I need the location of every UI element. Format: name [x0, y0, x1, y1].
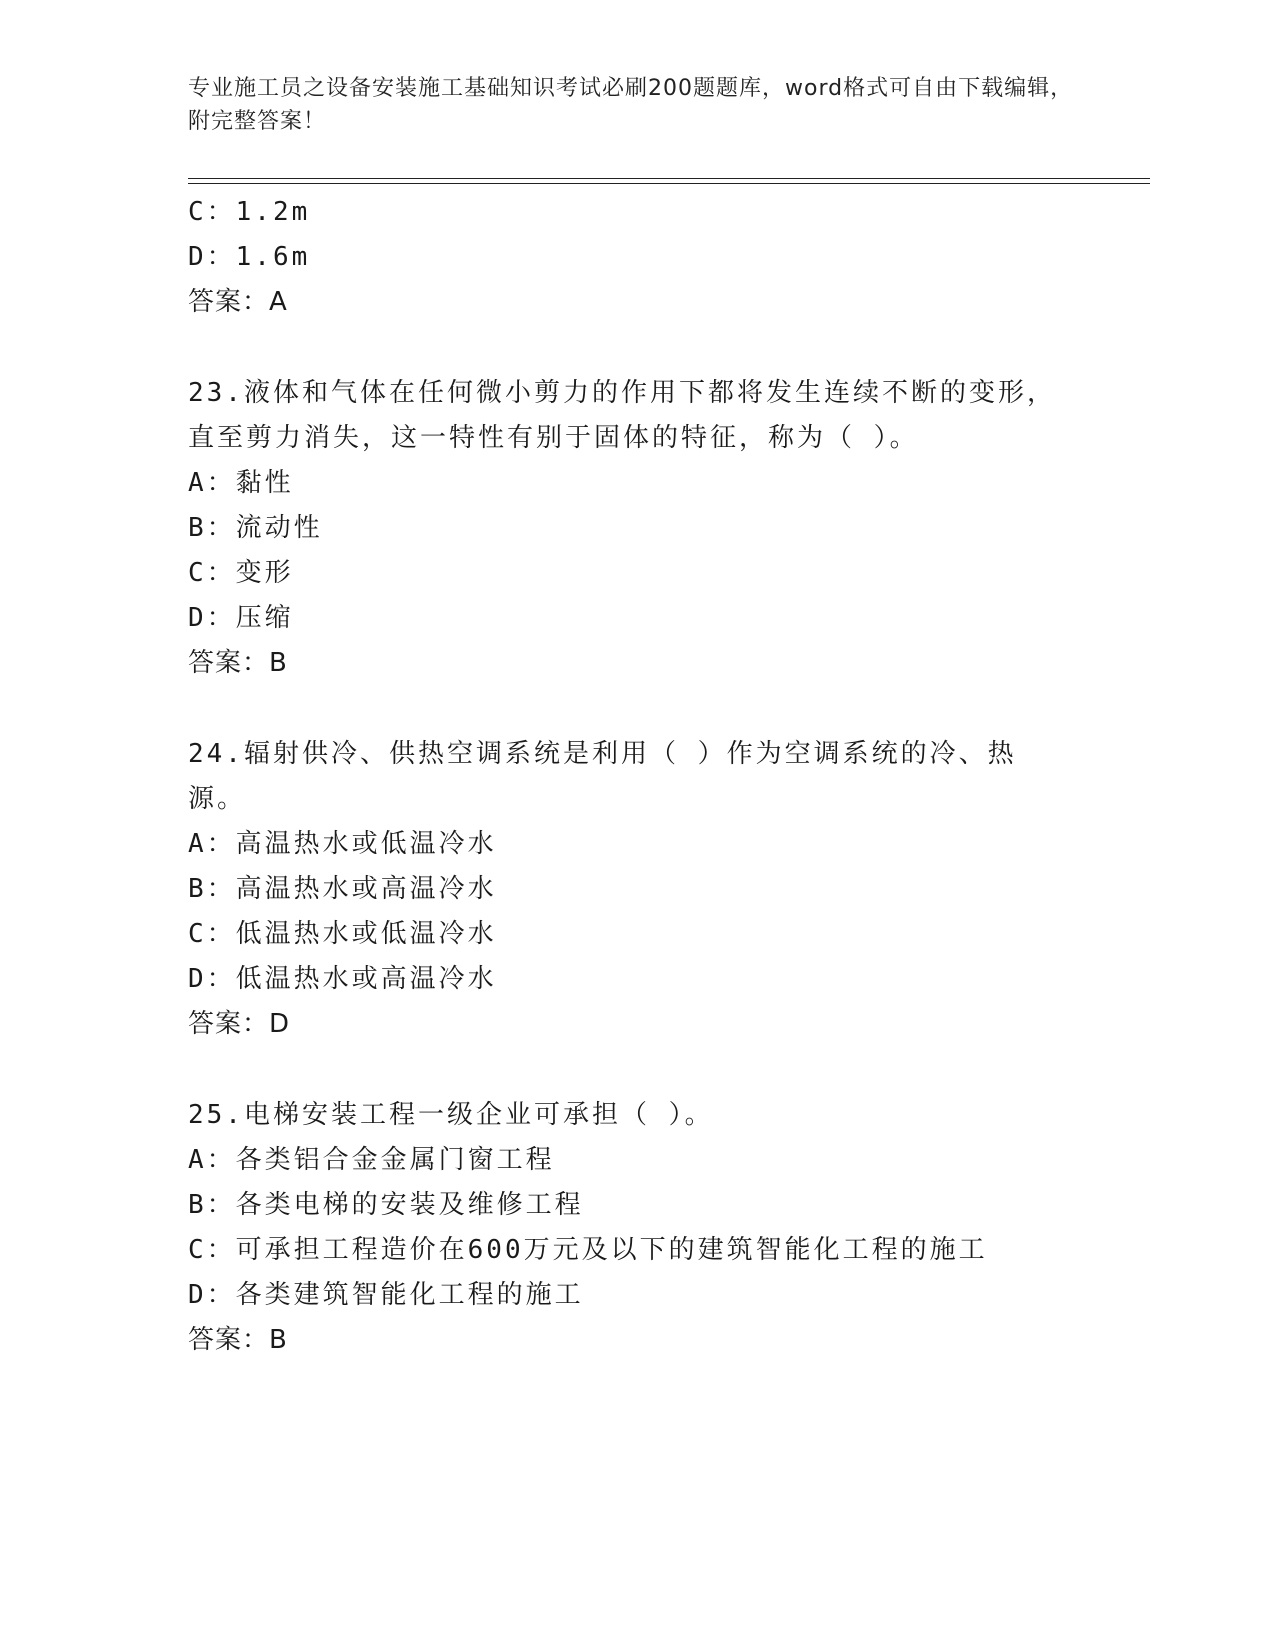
option-label: D： [188, 242, 236, 272]
option-d [188, 235, 1150, 280]
option-d [188, 957, 1150, 1002]
option-label: B： [188, 513, 236, 543]
option-d [188, 596, 1150, 641]
question-stem: 23.液体和气体在任何微小剪力的作用下都将发生连续不断的变形，直至剪力消失，这一特性有别于固体的特征，称为（ ）。 [188, 378, 1056, 453]
option-label: A： [188, 1145, 236, 1175]
question-stem: 25.电梯安装工程一级企业可承担（ ）。 [188, 1100, 714, 1130]
header-divider-top [188, 178, 1150, 179]
previous-question-tail [188, 190, 1150, 325]
option-a [188, 461, 1150, 506]
option-d [188, 1273, 1150, 1318]
option-text: 高温热水或高温冷水 [235, 874, 497, 904]
option-a [188, 1138, 1150, 1183]
option-c [188, 1228, 1150, 1273]
option-label: D： [188, 603, 236, 633]
option-label: C： [188, 1235, 236, 1265]
option-label: B： [188, 874, 236, 904]
option-text: 高温热水或低温冷水 [235, 829, 497, 859]
question-23 [188, 371, 1150, 686]
option-label: C： [188, 197, 236, 227]
option-label: B： [188, 1190, 236, 1220]
question-24 [188, 732, 1150, 1047]
option-label: D： [188, 964, 236, 994]
option-text: 可承担工程造价在600万元及以下的建筑智能化工程的施工 [235, 1235, 988, 1265]
answer-line: 答案：B [188, 648, 288, 678]
option-c [188, 912, 1150, 957]
option-c [188, 551, 1150, 596]
option-text: 低温热水或低温冷水 [235, 919, 497, 949]
option-label: C： [188, 919, 236, 949]
option-text: 各类铝合金金属门窗工程 [235, 1145, 555, 1175]
answer-line: 答案：D [188, 1009, 291, 1039]
option-text: 黏性 [235, 468, 294, 498]
question-list [188, 190, 1150, 1363]
option-a [188, 822, 1150, 867]
option-text: 低温热水或高温冷水 [235, 964, 497, 994]
header-title: 专业施工员之设备安装施工基础知识考试必刷200题题库，word格式可自由下载编辑，附完整答案！ [188, 76, 1074, 134]
option-text: 1.6m [235, 242, 311, 272]
option-label: D： [188, 1280, 236, 1310]
option-text: 各类电梯的安装及维修工程 [235, 1190, 584, 1220]
option-text: 流动性 [235, 513, 323, 543]
option-text: 压缩 [235, 603, 294, 633]
option-b [188, 506, 1150, 551]
option-b [188, 1183, 1150, 1228]
document-header [188, 72, 1088, 138]
answer-line: 答案：B [188, 1325, 288, 1355]
option-text: 1.2m [235, 197, 311, 227]
option-text: 各类建筑智能化工程的施工 [235, 1280, 584, 1310]
option-label: C： [188, 558, 236, 588]
header-divider-bottom [188, 183, 1150, 184]
option-label: A： [188, 829, 236, 859]
option-text: 变形 [235, 558, 294, 588]
option-c [188, 190, 1150, 235]
question-25 [188, 1093, 1150, 1363]
option-b [188, 867, 1150, 912]
option-label: A： [188, 468, 236, 498]
question-stem: 24.辐射供冷、供热空调系统是利用（ ）作为空调系统的冷、热源。 [188, 739, 1017, 814]
answer-line: 答案：A [188, 287, 288, 317]
